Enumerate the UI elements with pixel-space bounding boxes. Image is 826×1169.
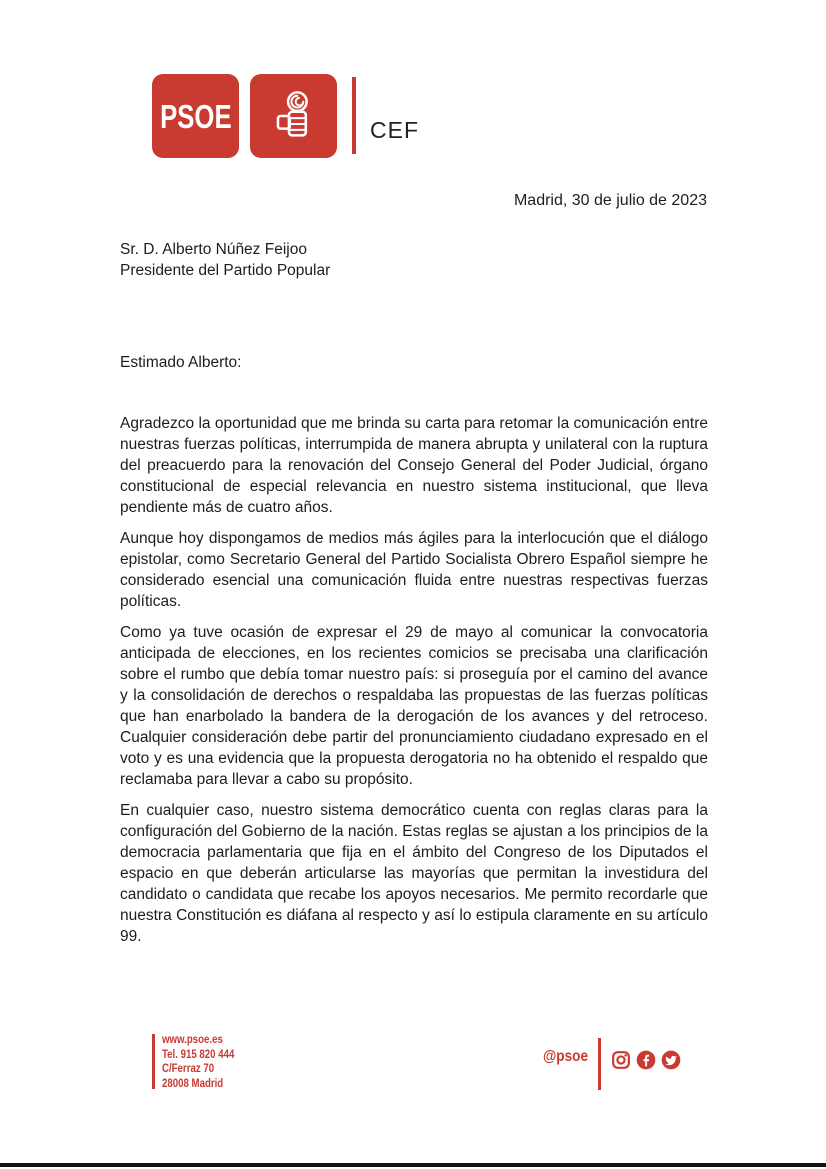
cef-label: CEF — [370, 117, 419, 143]
recipient-title: Presidente del Partido Popular — [120, 262, 331, 279]
date-line: Madrid, 30 de julio de 2023 — [513, 192, 707, 209]
paragraph-4: En cualquier caso, nuestro sistema democrático cuenta con reglas claras para la configuración del Gobierno de la nación. Estas reglas se ajustan a los principios de la democracia parlamentaria que fija en el ámbito del Congreso de los Diputados el espacio en que deberán articularse las mayorías que permitan la investidura del candidato o candidata que recabe los apoyos necesarios. Me permito recordarle que nuestra Constitución es diáfana al respecto y así lo estipula claramente en su artículo 99. — [120, 802, 708, 945]
paragraph-1: Agradezco la oportunidad que me brinda su carta para retomar la comunicación entre nuestras fuerzas políticas, interrumpida de manera abrupta y unilateral con la ruptura del preacuerdo para la renovación del Consejo General del Poder Judicial, órgano constitucional de especial relevancia en nuestro sistema institucional, que lleva pendiente más de cuatro años. — [120, 415, 708, 516]
footer-city: 28008 Madrid — [162, 1077, 224, 1090]
footer-website[interactable]: www.psoe.es — [162, 1034, 223, 1046]
fist-and-rose-icon — [250, 74, 337, 158]
logo-divider — [352, 77, 356, 154]
salutation: Estimado Alberto: — [120, 354, 242, 371]
footer-right-rule — [598, 1038, 601, 1090]
instagram-icon[interactable] — [611, 1050, 631, 1070]
letter-body — [120, 413, 708, 957]
paragraph-3: Como ya tuve ocasión de expresar el 29 de mayo al comunicar la convocatoria anticipada de elecciones, en los recientes comicios se precisaba una clarificación sobre el rumbo que debía tomar nuestro país: si proseguía por el camino del avance y la consolidación de derechos o respaldaba las propuestas de las fuerzas políticas que han enarbolado la bandera de la derogación de los avances y del retroceso. Cualquier consideración debe partir del pronunciamiento ciudadano expresado en el voto y es una evidencia que la propuesta derogatoria no ha obtenido el respaldo que reclamaba para llevar a cabo su propósito. — [120, 624, 708, 788]
psoe-logo-text: PSOE — [159, 97, 232, 135]
footer-street: C/Ferraz 70 — [162, 1063, 215, 1075]
social-icons-row — [611, 1050, 681, 1070]
social-handle: @psoe — [543, 1048, 589, 1065]
facebook-icon[interactable] — [636, 1050, 656, 1070]
recipient-block — [120, 239, 330, 281]
footer-left-rule — [152, 1034, 155, 1089]
footer-phone: Tel. 915 820 444 — [162, 1048, 235, 1061]
psoe-logo — [152, 74, 239, 158]
footer-contact-block — [162, 1033, 234, 1091]
paragraph-2: Aunque hoy dispongamos de medios más ágiles para la interlocución que el diálogo epistolar, como Secretario General del Partido Socialista Obrero Español siempre he considerado esencial una comunicación fluida entre nuestras respectivas fuerzas políticas. — [120, 530, 708, 610]
recipient-name: Sr. D. Alberto Núñez Feijoo — [120, 241, 307, 258]
twitter-icon[interactable] — [661, 1050, 681, 1070]
page-bottom-edge — [0, 1163, 826, 1167]
